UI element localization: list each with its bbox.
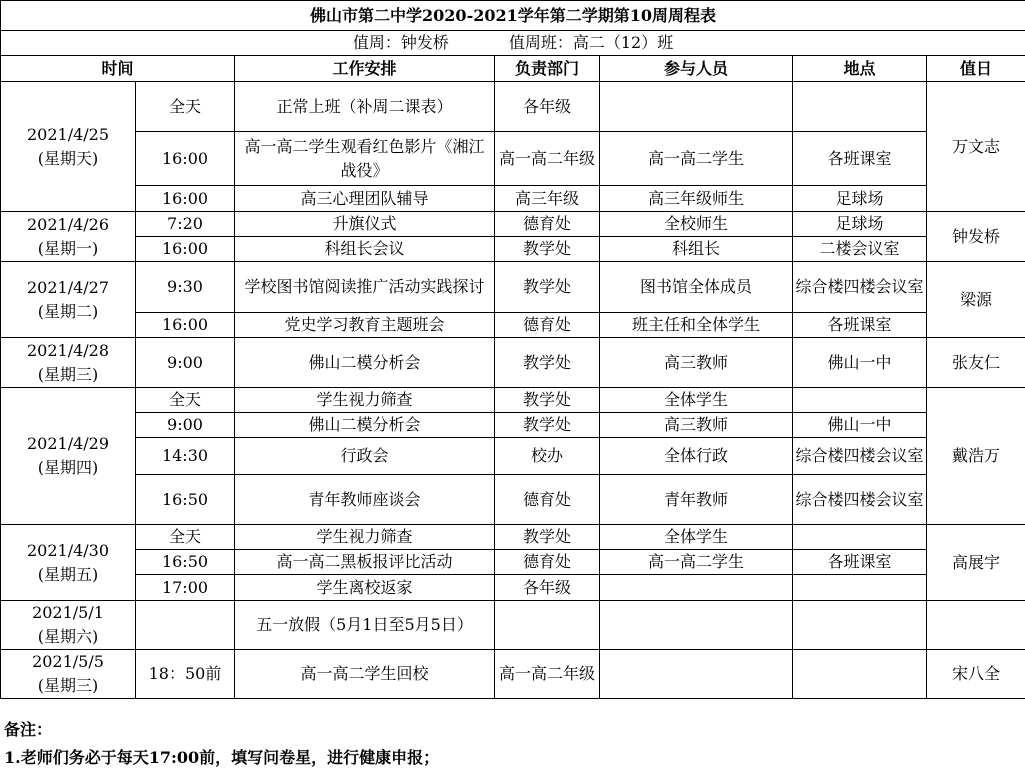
cell-people: 全体学生 (600, 388, 793, 413)
header-work: 工作安排 (235, 56, 495, 82)
cell-time: 7:20 (136, 212, 235, 237)
cell-place: 佛山一中 (793, 338, 927, 388)
table-row (1, 525, 1025, 550)
cell-dept: 教学处 (495, 413, 600, 438)
table-row (1, 132, 1025, 186)
cell-place: 各班课室 (793, 132, 927, 186)
day-date-cell (1, 212, 136, 262)
table-row (1, 475, 1025, 525)
header-time: 时间 (1, 56, 235, 82)
day-weekday: (星期三) (37, 364, 99, 384)
cell-time: 17:00 (136, 575, 235, 601)
cell-people: 高一高二学生 (600, 132, 793, 186)
cell-people: 青年教师 (600, 475, 793, 525)
day-date-cell (1, 601, 136, 650)
table-row (1, 575, 1025, 601)
cell-people (600, 601, 793, 650)
cell-work: 五一放假（5月1日至5月5日） (235, 601, 495, 650)
cell-dept: 教学处 (495, 262, 600, 313)
cell-people: 科组长 (600, 237, 793, 262)
cell-duty-person: 张友仁 (927, 338, 1025, 388)
table-row (1, 413, 1025, 438)
table-row (1, 262, 1025, 313)
cell-time: 9:30 (136, 262, 235, 313)
table-row (1, 388, 1025, 413)
cell-dept: 德育处 (495, 212, 600, 237)
cell-time: 9:00 (136, 413, 235, 438)
cell-place (793, 525, 927, 550)
cell-work: 高一高二黑板报评比活动 (235, 550, 495, 575)
cell-people: 班主任和全体学生 (600, 313, 793, 338)
cell-duty-person (927, 601, 1025, 650)
cell-place (793, 601, 927, 650)
notes-section (4, 716, 1019, 772)
cell-dept: 教学处 (495, 237, 600, 262)
day-date: 2021/4/29 (26, 434, 110, 453)
cell-work: 高三心理团队辅导 (235, 186, 495, 212)
cell-dept: 教学处 (495, 388, 600, 413)
cell-time: 全天 (136, 82, 235, 132)
cell-people: 高三教师 (600, 413, 793, 438)
cell-people (600, 82, 793, 132)
cell-dept: 各年级 (495, 575, 600, 601)
cell-time: 16:00 (136, 186, 235, 212)
page-title: 佛山市第二中学2020-2021学年第二学期第10周周程表 (1, 1, 1025, 31)
cell-work: 行政会 (235, 438, 495, 475)
cell-time: 16:00 (136, 132, 235, 186)
cell-time: 16:50 (136, 550, 235, 575)
day-date: 2021/4/30 (26, 540, 110, 560)
duty-class-label: 值周班：高二（12）班 (508, 33, 674, 52)
day-date-cell (1, 388, 136, 525)
cell-work: 科组长会议 (235, 237, 495, 262)
cell-time: 16:00 (136, 237, 235, 262)
cell-work: 学生视力筛查 (235, 388, 495, 413)
cell-time (136, 601, 235, 650)
cell-duty-person: 钟发桥 (927, 212, 1025, 262)
cell-work: 佛山二模分析会 (235, 413, 495, 438)
cell-people: 高一高二学生 (600, 550, 793, 575)
cell-dept (495, 601, 600, 650)
table-row (1, 82, 1025, 132)
cell-dept: 德育处 (495, 475, 600, 525)
cell-duty-person: 戴浩万 (927, 388, 1025, 525)
cell-dept: 高一高二年级 (495, 132, 600, 186)
cell-place: 综合楼四楼会议室 (793, 475, 927, 525)
cell-work: 学校图书馆阅读推广活动实践探讨 (235, 262, 495, 313)
cell-place (793, 388, 927, 413)
day-date: 2021/4/27 (26, 277, 110, 297)
day-weekday: (星期五) (37, 564, 99, 584)
cell-time: 18：50前 (136, 650, 235, 699)
cell-time: 全天 (136, 388, 235, 413)
cell-work: 升旗仪式 (235, 212, 495, 237)
cell-duty-person: 万文志 (927, 82, 1025, 212)
cell-work: 学生离校返家 (235, 575, 495, 601)
cell-dept: 德育处 (495, 313, 600, 338)
cell-people (600, 575, 793, 601)
table-row (1, 237, 1025, 262)
cell-time: 全天 (136, 525, 235, 550)
cell-duty-person: 高展宇 (927, 525, 1025, 601)
day-date: 2021/4/28 (26, 340, 110, 360)
cell-work: 高一高二学生观看红色影片《湘江战役》 (235, 132, 495, 186)
cell-time: 14:30 (136, 438, 235, 475)
cell-place: 足球场 (793, 212, 927, 237)
cell-dept: 校办 (495, 438, 600, 475)
cell-dept: 教学处 (495, 525, 600, 550)
table-row (1, 438, 1025, 475)
cell-people: 图书馆全体成员 (600, 262, 793, 313)
cell-place: 佛山一中 (793, 413, 927, 438)
table-row (1, 550, 1025, 575)
table-row (1, 313, 1025, 338)
cell-dept: 高一高二年级 (495, 650, 600, 699)
cell-place (793, 650, 927, 699)
cell-place (793, 575, 927, 601)
cell-work: 青年教师座谈会 (235, 475, 495, 525)
cell-dept: 各年级 (495, 82, 600, 132)
cell-duty-person: 宋八全 (927, 650, 1025, 699)
cell-place: 二楼会议室 (793, 237, 927, 262)
day-date-cell (1, 650, 136, 699)
day-weekday: (星期一) (37, 238, 99, 258)
cell-time: 16:50 (136, 475, 235, 525)
cell-dept: 德育处 (495, 550, 600, 575)
header-dept: 负责部门 (495, 56, 600, 82)
notes-label: 备注： (4, 720, 53, 739)
cell-people: 全体行政 (600, 438, 793, 475)
day-weekday: (星期四) (37, 458, 99, 477)
header-place: 地点 (793, 56, 927, 82)
day-date-cell (1, 338, 136, 388)
header-duty: 值日 (927, 56, 1025, 82)
day-date-cell (1, 262, 136, 338)
cell-place: 足球场 (793, 186, 927, 212)
cell-place: 综合楼四楼会议室 (793, 438, 927, 475)
table-row (1, 338, 1025, 388)
cell-people: 高三年级师生 (600, 186, 793, 212)
duty-info (1, 31, 1025, 56)
cell-dept: 教学处 (495, 338, 600, 388)
header-people: 参与人员 (600, 56, 793, 82)
day-weekday: (星期六) (37, 627, 99, 646)
table-row (1, 212, 1025, 237)
table-row (1, 650, 1025, 699)
cell-work: 高一高二学生回校 (235, 650, 495, 699)
day-date-cell (1, 525, 136, 601)
day-date-cell (1, 82, 136, 212)
day-date: 2021/5/5 (32, 652, 104, 671)
cell-work: 正常上班（补周二课表） (235, 82, 495, 132)
day-weekday: (星期二) (37, 301, 99, 321)
duty-week-label: 值周：钟发桥 (352, 33, 449, 52)
cell-duty-person: 梁源 (927, 262, 1025, 338)
cell-place: 各班课室 (793, 313, 927, 338)
cell-people: 全体学生 (600, 525, 793, 550)
cell-time: 9:00 (136, 338, 235, 388)
day-date: 2021/5/1 (32, 603, 104, 622)
cell-work: 学生视力筛查 (235, 525, 495, 550)
cell-people: 全校师生 (600, 212, 793, 237)
cell-place (793, 82, 927, 132)
cell-dept: 高三年级 (495, 186, 600, 212)
day-date: 2021/4/26 (26, 214, 110, 234)
notes-item-1: 1.老师们务必于每天17:00前，填写问卷星，进行健康申报； (4, 748, 440, 767)
cell-time: 16:00 (136, 313, 235, 338)
day-weekday: (星期天) (37, 148, 99, 168)
table-row (1, 186, 1025, 212)
table-row (1, 601, 1025, 650)
day-weekday: (星期三) (37, 676, 99, 695)
cell-work: 佛山二模分析会 (235, 338, 495, 388)
cell-place: 综合楼四楼会议室 (793, 262, 927, 313)
cell-people: 高三教师 (600, 338, 793, 388)
day-date: 2021/4/25 (26, 124, 110, 144)
cell-place: 各班课室 (793, 550, 927, 575)
cell-people (600, 650, 793, 699)
cell-work: 党史学习教育主题班会 (235, 313, 495, 338)
